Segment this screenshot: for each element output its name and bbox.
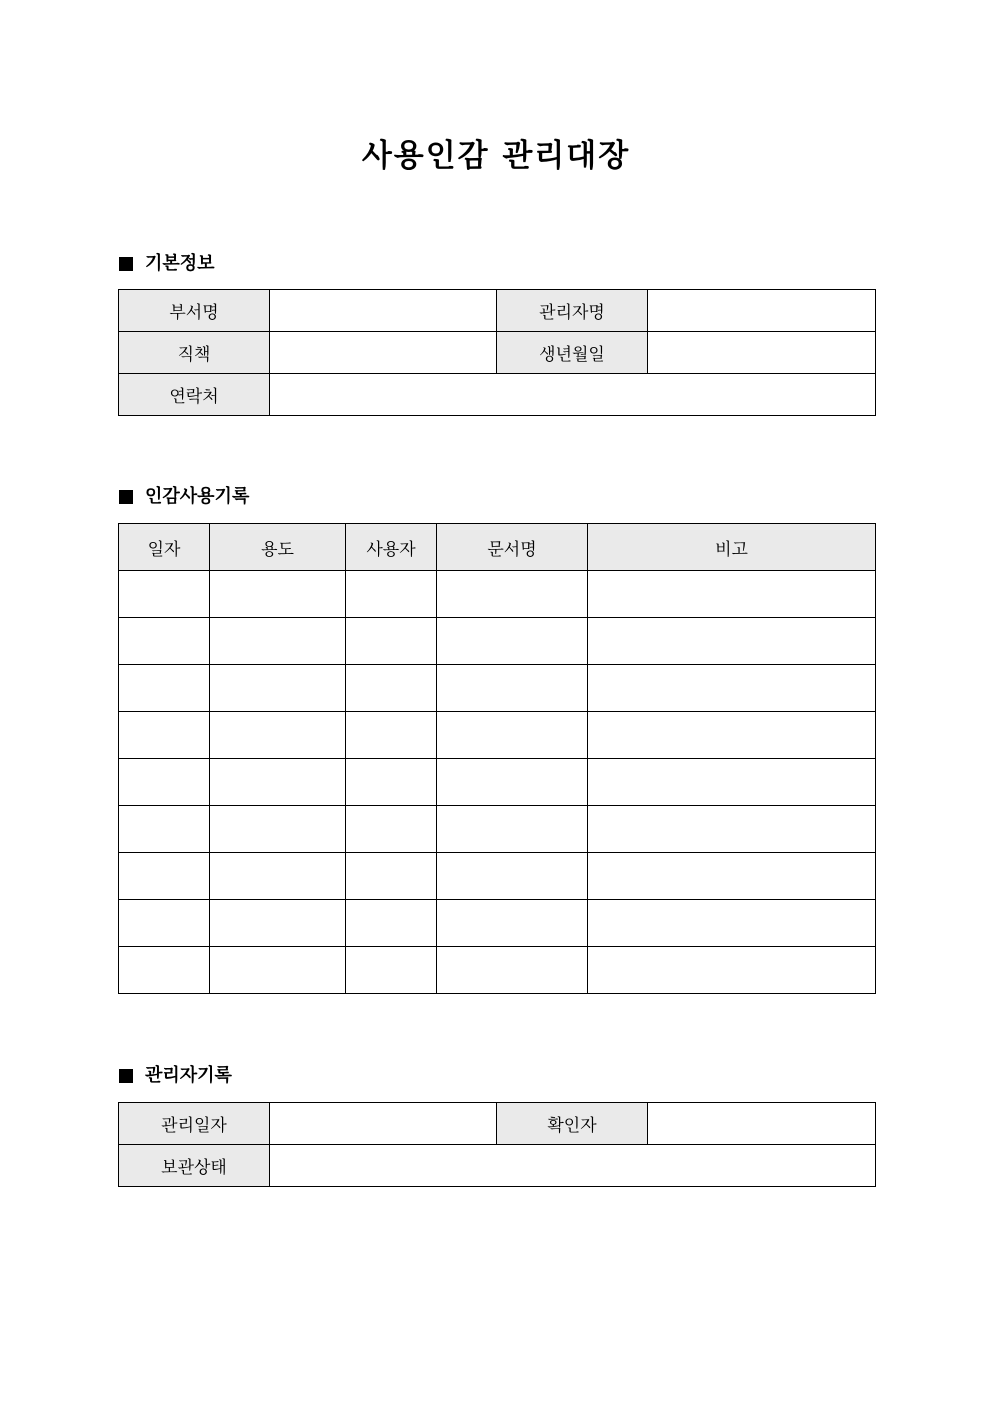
user-cell[interactable] <box>346 900 437 947</box>
purpose-cell[interactable] <box>210 900 346 947</box>
department-field[interactable] <box>270 290 497 332</box>
manager-name-field[interactable] <box>648 290 876 332</box>
remarks-cell[interactable] <box>588 571 876 618</box>
document-cell[interactable] <box>437 900 588 947</box>
table-row <box>119 759 876 806</box>
date-cell[interactable] <box>119 712 210 759</box>
user-cell[interactable] <box>346 618 437 665</box>
document-cell[interactable] <box>437 571 588 618</box>
section-heading-basic <box>119 252 215 276</box>
remarks-cell[interactable] <box>588 665 876 712</box>
column-header-remarks: 비고 <box>588 524 876 571</box>
purpose-cell[interactable] <box>210 618 346 665</box>
document-cell[interactable] <box>437 853 588 900</box>
basic-info-table <box>118 289 876 416</box>
contact-label: 연락처 <box>119 374 270 416</box>
user-cell[interactable] <box>346 571 437 618</box>
storage-status-field[interactable] <box>270 1145 876 1187</box>
date-cell[interactable] <box>119 759 210 806</box>
manage-date-label: 관리일자 <box>119 1103 270 1145</box>
user-cell[interactable] <box>346 712 437 759</box>
square-bullet-icon <box>119 257 133 271</box>
table-row <box>119 900 876 947</box>
user-cell[interactable] <box>346 665 437 712</box>
date-cell[interactable] <box>119 947 210 994</box>
birthdate-label: 생년월일 <box>497 332 648 374</box>
user-cell[interactable] <box>346 853 437 900</box>
purpose-cell[interactable] <box>210 806 346 853</box>
confirmer-field[interactable] <box>648 1103 876 1145</box>
purpose-cell[interactable] <box>210 712 346 759</box>
date-cell[interactable] <box>119 665 210 712</box>
purpose-cell[interactable] <box>210 571 346 618</box>
document-cell[interactable] <box>437 712 588 759</box>
purpose-cell[interactable] <box>210 947 346 994</box>
manage-date-field[interactable] <box>270 1103 497 1145</box>
document-cell[interactable] <box>437 806 588 853</box>
department-label: 부서명 <box>119 290 270 332</box>
section-heading-manager-label: 관리자기록 <box>145 1065 232 1086</box>
purpose-cell[interactable] <box>210 665 346 712</box>
remarks-cell[interactable] <box>588 759 876 806</box>
remarks-cell[interactable] <box>588 853 876 900</box>
storage-status-label: 보관상태 <box>119 1145 270 1187</box>
column-header-date: 일자 <box>119 524 210 571</box>
contact-field[interactable] <box>270 374 876 416</box>
table-row <box>119 571 876 618</box>
remarks-cell[interactable] <box>588 712 876 759</box>
document-cell[interactable] <box>437 618 588 665</box>
document-cell[interactable] <box>437 665 588 712</box>
remarks-cell[interactable] <box>588 618 876 665</box>
user-cell[interactable] <box>346 759 437 806</box>
section-heading-manager <box>119 1064 232 1088</box>
usage-record-table <box>118 523 876 994</box>
square-bullet-icon <box>119 490 133 504</box>
user-cell[interactable] <box>346 806 437 853</box>
document-title: 사용인감 관리대장 <box>361 138 631 174</box>
remarks-cell[interactable] <box>588 947 876 994</box>
purpose-cell[interactable] <box>210 759 346 806</box>
remarks-cell[interactable] <box>588 900 876 947</box>
remarks-cell[interactable] <box>588 806 876 853</box>
date-cell[interactable] <box>119 853 210 900</box>
column-header-user: 사용자 <box>346 524 437 571</box>
date-cell[interactable] <box>119 806 210 853</box>
document-cell[interactable] <box>437 947 588 994</box>
table-row <box>119 853 876 900</box>
position-field[interactable] <box>270 332 497 374</box>
birthdate-field[interactable] <box>648 332 876 374</box>
manager-name-label: 관리자명 <box>497 290 648 332</box>
table-row <box>119 665 876 712</box>
column-header-document: 문서명 <box>437 524 588 571</box>
column-header-purpose: 용도 <box>210 524 346 571</box>
date-cell[interactable] <box>119 900 210 947</box>
table-row <box>119 947 876 994</box>
square-bullet-icon <box>119 1069 133 1083</box>
table-row <box>119 618 876 665</box>
user-cell[interactable] <box>346 947 437 994</box>
section-heading-usage-label: 인감사용기록 <box>145 486 250 507</box>
date-cell[interactable] <box>119 618 210 665</box>
confirmer-label: 확인자 <box>497 1103 648 1145</box>
table-row <box>119 806 876 853</box>
purpose-cell[interactable] <box>210 853 346 900</box>
date-cell[interactable] <box>119 571 210 618</box>
section-heading-basic-label: 기본정보 <box>145 253 215 274</box>
manager-record-table <box>118 1102 876 1187</box>
position-label: 직책 <box>119 332 270 374</box>
document-cell[interactable] <box>437 759 588 806</box>
section-heading-usage <box>119 485 249 509</box>
table-row <box>119 712 876 759</box>
